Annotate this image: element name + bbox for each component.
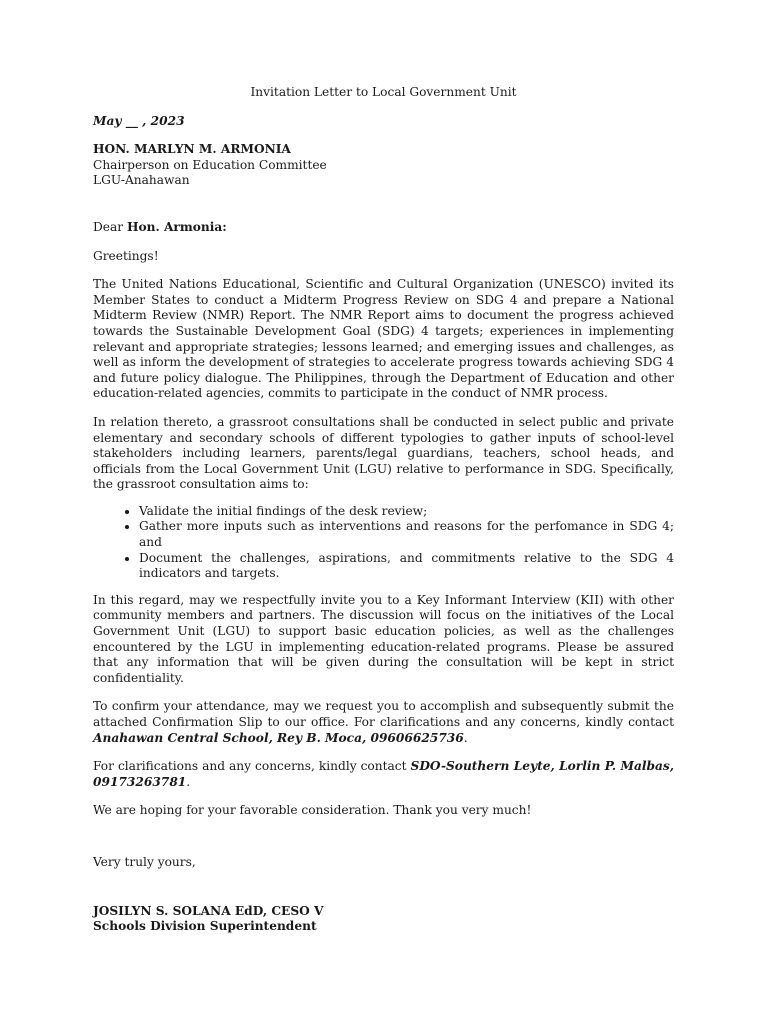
objectives-list — [93, 504, 674, 582]
signature-block — [93, 904, 674, 935]
clarifications-contact: SDO-Southern Leyte, Lorlin P. Malbas, 09173263781 — [93, 759, 674, 789]
greeting: Greetings! — [93, 248, 159, 263]
signer-name: JOSILYN S. SOLANA EdD, CESO V — [93, 903, 324, 918]
list-item: • Document the challenges, aspirations, and commitments relative to the SDG 4 indicators and targets. — [139, 551, 674, 582]
list-item: • Validate the initial findings of the desk review; — [139, 504, 674, 520]
recipient-block — [93, 142, 674, 189]
confirmation-text: To confirm your attendance, may we request you to accomplish and subsequently submit the attached Confirmation Slip to our office. For clarifications and any concerns, kindly contact — [93, 699, 674, 729]
paragraph-consultation: In relation thereto, a grassroot consultations shall be conducted in select public and private elementary and secondary schools of different typologies to gather inputs of school-level stakeholders including learners, parents/legal guardians, teachers, school heads, and officials from the Local Government Unit (LGU) relative to performance in SDG. Specifically, the grassroot consultation aims to: — [93, 414, 674, 492]
letter-title: Invitation Letter to Local Government Unit — [250, 85, 517, 99]
paragraph-invitation: In this regard, may we respectfully invite you to a Key Informant Interview (KII) with other community members and partners. The discussion will focus on the initiatives of the Local Government Unit (LGU) to support basic education policies, as well as the challenges encountered by the LGU in implementing education-related programs. Please be assured that any information that will be given during the consultation will be kept in strict confidentiality. — [93, 592, 674, 685]
recipient-office: LGU-Anahawan — [93, 173, 190, 188]
paragraph-thanks: We are hoping for your favorable consideration. Thank you very much! — [93, 803, 532, 818]
closing: Very truly yours, — [93, 854, 196, 869]
recipient-position: Chairperson on Education Committee — [93, 157, 327, 172]
list-item: • Gather more inputs such as interventions and reasons for the perfomance in SDG 4; and — [139, 519, 674, 550]
clarifications-end: . — [186, 774, 191, 789]
paragraph-unesco: The United Nations Educational, Scientific and Cultural Organization (UNESCO) invited its Member States to conduct a Midterm Progress Review on SDG 4 and prepare a National Midterm Review (NMR) Report. The NMR Report aims to document the progress achieved towards the Sustainable Development Goal (SDG) 4 targets; experiences in implementing relevant and appropriate strategies; lessons learned; and emerging issues and challenges, as well as inform the development of strategies to accelerate progress towards achieving SDG 4 and future policy dialogue. The Philippines, through the Department of Education and other education-related agencies, commits to participate in the conduct of NMR process. — [93, 277, 674, 401]
paragraph-confirmation — [93, 699, 674, 746]
recipient-name: HON. MARLYN M. ARMONIA — [93, 142, 291, 157]
confirmation-end: . — [463, 730, 468, 745]
clarifications-text: For clarifications and any concerns, kindly contact — [93, 759, 411, 774]
confirmation-contact: Anahawan Central School, Rey B. Moca, 09606625736 — [93, 730, 464, 745]
salutation — [93, 220, 674, 236]
letter-date: May __ , 2023 — [93, 113, 185, 128]
paragraph-clarifications — [93, 759, 674, 790]
signer-title: Schools Division Superintendent — [93, 919, 317, 934]
salutation-name: Hon. Armonia: — [126, 219, 227, 234]
salutation-prefix: Dear — [93, 219, 127, 234]
